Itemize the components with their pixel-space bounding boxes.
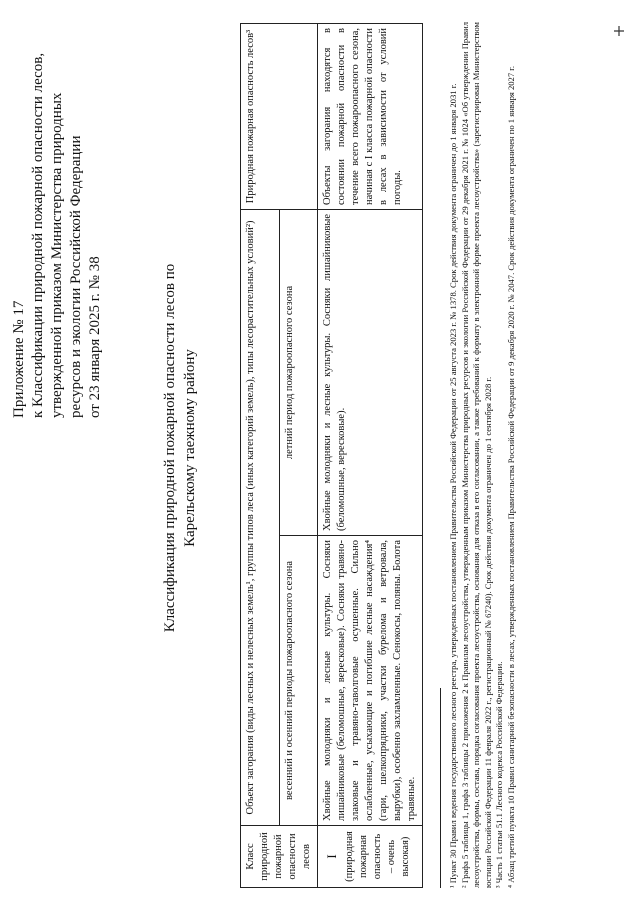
title-line: Классификация природной пожарной опасности лесов по: [162, 263, 178, 633]
footnotes: [448, 22, 518, 888]
class-label: (природная пожарная опасность – очень высокая): [344, 831, 411, 882]
appendix-line: ресурсов и экологии Российской Федерации: [68, 135, 84, 418]
class-cell: [318, 826, 423, 888]
appendix-line: утвержденной приказом Министерства природных: [49, 92, 65, 418]
appendix-date: от 23 января 2025 г. № 38: [87, 256, 103, 418]
header-class: Класс природной пожарной опасности лесов: [241, 826, 318, 888]
table-header-row: [241, 23, 280, 887]
class-numeral: I: [324, 854, 339, 859]
header-object-group: Объект загорания (виды лесных и нелесных земель¹, группы типов леса (иных категорий земель), типы лесорастительных условий²): [241, 209, 280, 825]
appendix-header: [10, 18, 105, 418]
appendix-line: к Классификации природной пожарной опасности лесов,: [30, 52, 46, 418]
spring-autumn-cell: Хвойные молодняки и лесные культуры. Сосняки лишайниковые (беломошные, вересковые). Сосняки травяно-злаковые и травяно-таволговые осушенные. Сильно ослабленные, усыхающие и погибшие лесные насаждения⁴ (гари, шелкопрядники, участки бурелома и ветровала, вырубки), особенно захламленные. Сенокосы, поляны. Болота травяные.: [318, 536, 423, 826]
header-spring-autumn: весенний и осенний периоды пожароопасного сезона: [279, 536, 318, 826]
summer-cell: Хвойные молодняки и лесные культуры. Сосняки лишайниковые (беломошные, вересковые).: [318, 209, 423, 535]
footnote-2: ² Графа 5 таблицы 1, графа 3 таблицы 2 приложения 2 к Правилам лесоустройства, утвержденным приказом Министерства природных ресурсов и экологии Российской Федерации от 29 декабря 2021 г. № 1024 «Об утверждении Правил лесоустройства, формы, состава, порядка согласования проекта лесоустройства, основания для отказа в его согласовании, а также требований к формату в электронной форме проекта лесоустройства» (зарегистрирован Министерством юстиции Российской Федерации 11 февраля 2022 г., регистрационный № 67240). Срок действия документа ограничен до 1 сентября 2028 г.: [459, 22, 493, 888]
footnote-4: ⁴ Абзац третий пункта 10 Правил санитарной безопасности в лесах, утвержденных постановлением Правительства Российской Федерации от 9 декабря 2020 г. № 2047. Срок действия документа ограничен по 1 января 2027 г.: [505, 65, 516, 888]
title-line: Карельскому таежному району: [182, 349, 198, 547]
table-row: [318, 23, 423, 887]
classification-table: [240, 23, 423, 888]
header-summer: летний период пожароопасного сезона: [279, 209, 318, 535]
footnote-divider: [440, 688, 441, 888]
header-hazard: Природная пожарная опасность лесов³: [241, 23, 318, 209]
footnote-3: ³ Часть 1 статьи 51.1 Лесного кодекса Российской Федерации.: [494, 661, 505, 888]
footnote-1: ¹ Пункт 30 Правил ведения государственного лесного реестра, утвержденных постановлением Правительства Российской Федерации от 25 августа 2023 г. № 1378. Срок действия документа ограничен до 1 января 2031 г.: [448, 83, 458, 888]
appendix-number: Приложение № 17: [11, 300, 27, 418]
hazard-cell: Объекты загорания находятся в состоянии пожарной опасности в течение всего пожароопасного сезона, начиная с I класса пожарной опасности в лесах в зависимости от условий погоды.: [318, 23, 423, 209]
document-title: [160, 198, 200, 698]
